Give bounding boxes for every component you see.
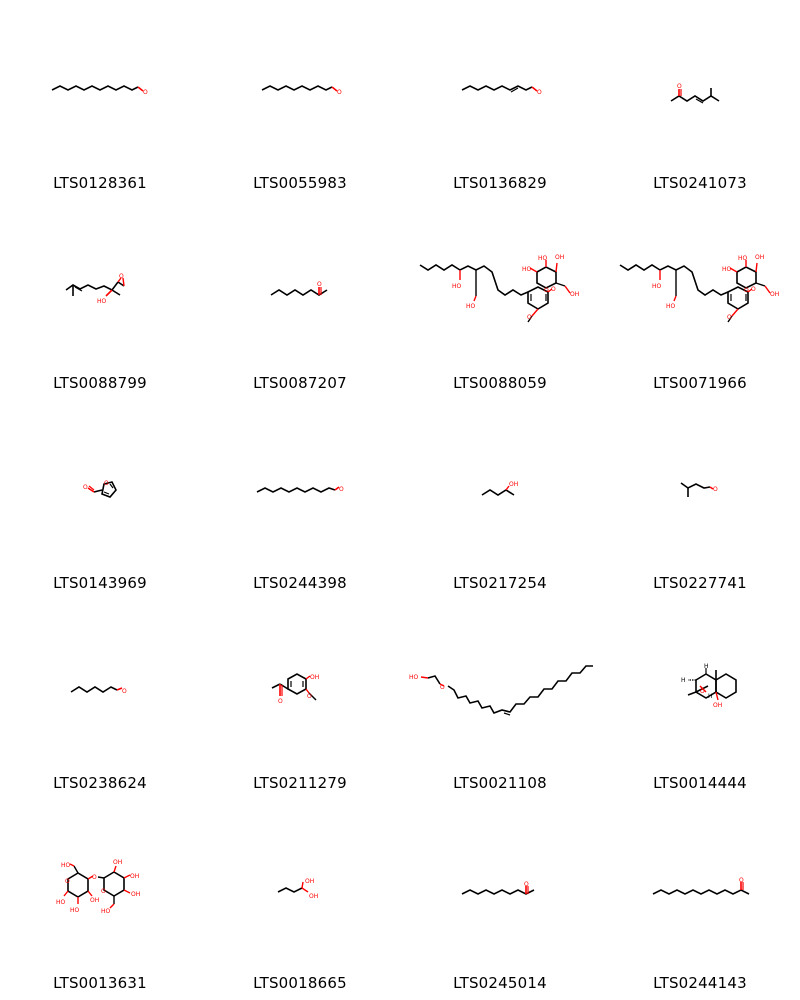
molecule-cell	[0, 0, 200, 200]
hydroxyl-label: OH	[90, 897, 100, 904]
compound-id: LTS0088799	[53, 374, 147, 392]
compound-id: LTS0021108	[453, 774, 547, 792]
oxygen-label: O	[527, 314, 532, 321]
hydroxyl-label: HO	[70, 907, 80, 914]
hydroxyl-label: OH	[509, 481, 519, 488]
molecule-cell	[200, 400, 400, 600]
oxygen-label: O	[751, 286, 756, 293]
compound-id: LTS0143969	[53, 574, 147, 592]
molecule-cell	[200, 200, 400, 400]
molecule-structure	[0, 200, 200, 360]
molecule-structure	[400, 600, 600, 760]
molecule-structure	[200, 0, 400, 160]
molecule-structure	[600, 800, 800, 960]
oxygen-label: O	[143, 89, 148, 96]
hydroxyl-label: HO	[538, 255, 548, 262]
oxygen-label: O	[713, 486, 718, 493]
hydroxyl-label: OH	[770, 291, 780, 298]
oxygen-label: O	[83, 484, 88, 491]
molecule-cell	[0, 600, 200, 800]
molecule-cell	[600, 200, 800, 400]
oxygen-label: O	[92, 874, 97, 881]
oxygen-label: O	[278, 698, 283, 705]
oxygen-label: O	[339, 486, 344, 493]
hydrogen-label: H	[704, 663, 709, 670]
compound-id: LTS0088059	[453, 374, 547, 392]
hydroxyl-label: OH	[570, 291, 580, 298]
hydroxyl-label: HO	[522, 266, 532, 273]
molecule-cell	[600, 600, 800, 800]
molecule-structure	[0, 600, 200, 760]
ring-oxygen-label: O	[104, 480, 109, 487]
hydroxyl-label: HO	[738, 255, 748, 262]
ring-oxygen-label: O	[700, 688, 705, 695]
oxygen-label: O	[440, 684, 445, 691]
hydroxyl-label: OH	[755, 254, 765, 261]
compound-id: LTS0227741	[653, 574, 747, 592]
compound-id: LTS0136829	[453, 174, 547, 192]
compound-id: LTS0013631	[53, 974, 147, 992]
molecule-cell	[0, 200, 200, 400]
molecule-structure	[0, 800, 200, 960]
hydrogen-label: H	[708, 693, 713, 700]
molecule-cell	[600, 400, 800, 600]
molecule-structure	[0, 0, 200, 160]
hydroxyl-label: OH	[309, 893, 319, 900]
hydroxyl-label: HO	[652, 283, 662, 290]
molecule-cell	[200, 800, 400, 1000]
oxygen-label: O	[337, 89, 342, 96]
compound-id: LTS0014444	[653, 774, 747, 792]
compound-id: LTS0244398	[253, 574, 347, 592]
oxygen-label: O	[677, 83, 682, 90]
molecule-structure	[0, 400, 200, 560]
hydroxyl-label: HO	[101, 908, 111, 915]
oxygen-label: O	[119, 273, 124, 280]
ring-oxygen-label: O	[65, 878, 70, 885]
oxygen-label: O	[307, 693, 312, 700]
hydroxyl-label: HO	[466, 303, 476, 310]
molecule-structure	[400, 0, 600, 160]
hydroxyl-label: OH	[305, 878, 315, 885]
hydroxyl-label: OH	[113, 859, 123, 866]
molecule-structure	[200, 200, 400, 360]
molecule-structure	[200, 600, 400, 760]
compound-id: LTS0018665	[253, 974, 347, 992]
ring-oxygen-label: O	[101, 888, 106, 895]
compound-id: LTS0244143	[653, 974, 747, 992]
molecule-cell	[400, 800, 600, 1000]
hydroxyl-label: OH	[310, 674, 320, 681]
compound-id: LTS0087207	[253, 374, 347, 392]
compound-id: LTS0238624	[53, 774, 147, 792]
molecule-cell	[400, 200, 600, 400]
hydroxyl-label: HO	[97, 298, 107, 305]
molecule-cell	[400, 0, 600, 200]
molecule-cell	[200, 600, 400, 800]
molecule-cell	[600, 0, 800, 200]
compound-id: LTS0211279	[253, 774, 347, 792]
oxygen-label: O	[551, 286, 556, 293]
molecule-cell	[0, 400, 200, 600]
molecule-structure	[600, 600, 800, 760]
hydroxyl-label: OH	[131, 891, 141, 898]
oxygen-label: O	[537, 89, 542, 96]
compound-id: LTS0245014	[453, 974, 547, 992]
molecule-structure	[600, 200, 800, 360]
oxygen-label: O	[317, 281, 322, 288]
ring-oxygen-label: O	[744, 287, 749, 294]
hydroxyl-label: HO	[722, 266, 732, 273]
compound-id: LTS0217254	[453, 574, 547, 592]
oxygen-label: O	[524, 881, 529, 888]
oxygen-label: O	[122, 688, 127, 695]
molecule-structure	[400, 200, 600, 360]
molecule-structure	[400, 800, 600, 960]
hydrogen-label: H	[681, 677, 686, 684]
molecule-cell	[600, 800, 800, 1000]
oxygen-label: O	[727, 314, 732, 321]
hydroxyl-label: HO	[452, 283, 462, 290]
compound-id: LTS0128361	[53, 174, 147, 192]
compound-id: LTS0071966	[653, 374, 747, 392]
molecule-cell	[400, 400, 600, 600]
molecule-structure	[400, 400, 600, 560]
hydroxyl-label: HO	[56, 899, 66, 906]
hydroxyl-label: OH	[713, 702, 723, 709]
molecule-cell	[200, 0, 400, 200]
molecule-cell	[0, 800, 200, 1000]
hydroxyl-label: HO	[61, 862, 71, 869]
hydroxyl-label: OH	[555, 254, 565, 261]
compound-id: LTS0055983	[253, 174, 347, 192]
molecule-structure	[200, 400, 400, 560]
ring-oxygen-label: O	[544, 287, 549, 294]
molecule-structure	[200, 800, 400, 960]
compound-id: LTS0241073	[653, 174, 747, 192]
hydroxyl-label: HO	[666, 303, 676, 310]
molecule-cell	[400, 600, 600, 800]
hydroxyl-label: OH	[130, 873, 140, 880]
molecule-structure	[600, 400, 800, 560]
oxygen-label: O	[739, 877, 744, 884]
molecule-structure	[600, 0, 800, 160]
hydroxyl-label: HO	[409, 674, 419, 681]
